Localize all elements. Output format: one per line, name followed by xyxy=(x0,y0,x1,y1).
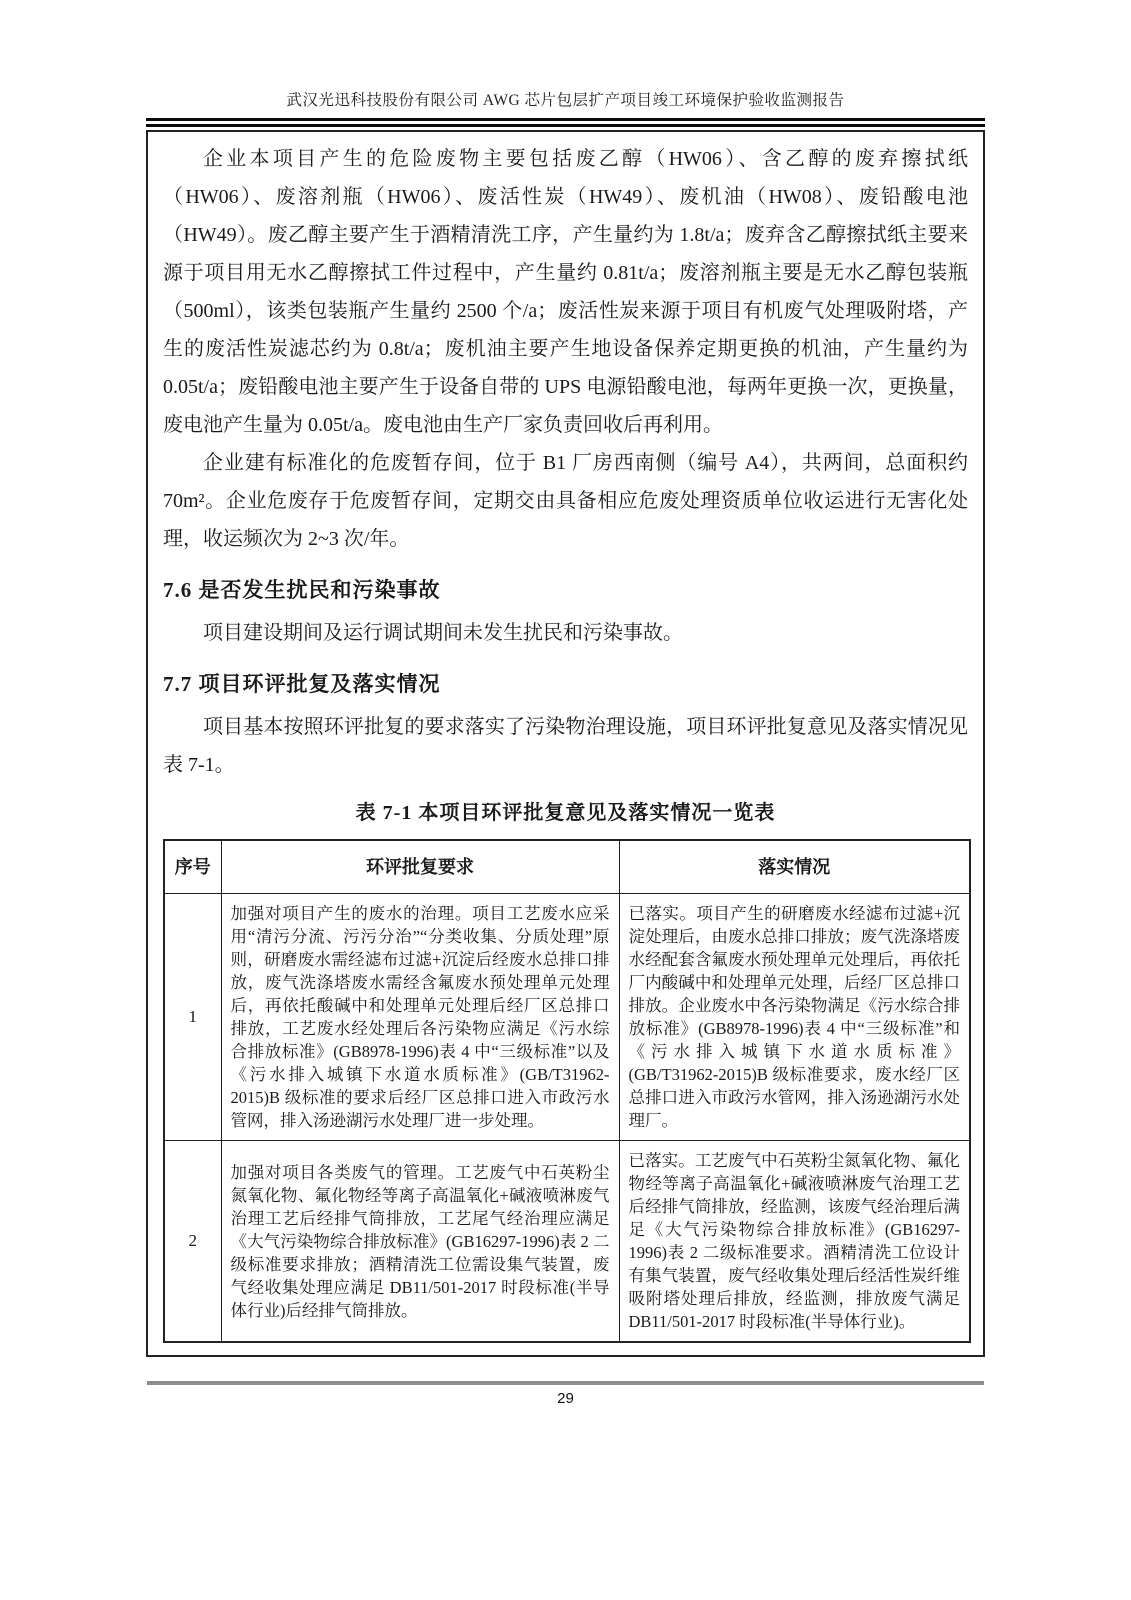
row-1-seq: 1 xyxy=(164,894,221,1141)
approval-implementation-table xyxy=(163,839,971,1343)
column-header-requirement: 环评批复要求 xyxy=(221,840,619,894)
section-7-6-heading: 7.6 是否发生扰民和污染事故 xyxy=(163,578,441,602)
row-2-implementation: 已落实。工艺废气中石英粉尘氮氧化物、氟化物经等离子高温氧化+碱液喷淋废气治理工艺后经排气筒排放，经监测，该废气经治理后满足《大气污染物综合排放标准》(GB16297-1996)表 2 二级标准要求。酒精清洗工位设计有集气装置，废气经收集处理后经活性炭纤维吸附塔处理后排放，经监测，排放废气满足 DB11/501-2017 时段标准(半导体行业)。 xyxy=(619,1141,970,1343)
page-header-title: 武汉光迅科技股份有限公司 AWG 芯片包层扩产项目竣工环境保护验收监测报告 xyxy=(286,92,845,109)
section-7-7-paragraph: 项目基本按照环评批复的要求落实了污染物治理设施，项目环评批复意见及落实情况见表 7-1。 xyxy=(163,716,968,776)
row-1-requirement: 加强对项目产生的废水的治理。项目工艺废水应采用“清污分流、污污分治”“分类收集、分质处理”原则，研磨废水需经滤布过滤+沉淀后经废水总排口排放，废气洗涤塔废水需经含氟废水预处理单元处理后，再依托酸碱中和处理单元处理后经厂区总排口排放，工艺废水经处理后各污染物应满足《污水综合排放标准》(GB8978-1996)表 4 中“三级标准”以及《污水排入城镇下水道水质标准》(GB/T31962-2015)B 级标准的要求后经厂区总排口进入市政污水管网，排入汤逊湖污水处理厂进一步处理。 xyxy=(221,894,619,1141)
column-header-seq: 序号 xyxy=(164,840,221,894)
content-frame xyxy=(146,130,985,1357)
table-header-row xyxy=(164,840,970,894)
paragraph-waste-storage: 企业建有标准化的危废暂存间，位于 B1 厂房西南侧（编号 A4），共两间，总面积约 70m²。企业危废存于危废暂存间，定期交由具备相应危废处理资质单位收运进行无害化处理，收运频次为 2~3 次/年。 xyxy=(163,452,968,550)
row-2-seq: 2 xyxy=(164,1141,221,1343)
table-row xyxy=(164,894,970,1141)
page-number: 29 xyxy=(557,1390,574,1407)
table-row xyxy=(164,1141,970,1343)
section-7-6-paragraph: 项目建设期间及运行调试期间未发生扰民和污染事故。 xyxy=(203,622,683,644)
section-7-7-heading: 7.7 项目环评批复及落实情况 xyxy=(163,672,441,696)
row-1-implementation: 已落实。项目产生的研磨废水经滤布过滤+沉淀处理后，由废水总排口排放；废气洗涤塔废水经配套含氟废水预处理单元处理后，再依托厂内酸碱中和处理单元处理，后经厂区总排口排放。企业废水中各污染物满足《污水综合排放标准》(GB8978-1996)表 4 中“三级标准”和《污水排入城镇下水道水质标准》(GB/T31962-2015)B 级标准要求，废水经厂区总排口进入市政污水管网，排入汤逊湖污水处理厂。 xyxy=(619,894,970,1141)
table-7-1-title: 表 7-1 本项目环评批复意见及落实情况一览表 xyxy=(355,802,776,824)
footer-rule xyxy=(147,1381,984,1385)
column-header-implementation: 落实情况 xyxy=(619,840,970,894)
paragraph-hazardous-waste: 企业本项目产生的危险废物主要包括废乙醇（HW06）、含乙醇的废弃擦拭纸（HW06）、废溶剂瓶（HW06）、废活性炭（HW49）、废机油（HW08）、废铅酸电池（HW49）。废乙醇主要产生于酒精清洗工序，产生量约为 1.8t/a；废弃含乙醇擦拭纸主要来源于项目用无水乙醇擦拭工件过程中，产生量约 0.81t/a；废溶剂瓶主要是无水乙醇包装瓶（500ml），该类包装瓶产生量约 2500 个/a；废活性炭来源于项目有机废气处理吸附塔，产生的废活性炭滤芯约为 0.8t/a；废机油主要产生地设备保养定期更换的机油，产生量约为 0.05t/a；废铅酸电池主要产生于设备自带的 UPS 电源铅酸电池，每两年更换一次，更换量，废电池产生量为 0.05t/a。废电池由生产厂家负责回收后再利用。 xyxy=(163,148,968,436)
header-double-rule xyxy=(146,118,985,127)
row-2-requirement: 加强对项目各类废气的管理。工艺废气中石英粉尘氮氧化物、氟化物经等离子高温氧化+碱液喷淋废气治理工艺后经排气筒排放，工艺尾气经治理应满足《大气污染物综合排放标准》(GB16297-1996)表 2 二级标准要求排放；酒精清洗工位需设集气装置，废气经收集处理应满足 DB11/501-2017 时段标准(半导体行业)后经排气筒排放。 xyxy=(221,1141,619,1343)
